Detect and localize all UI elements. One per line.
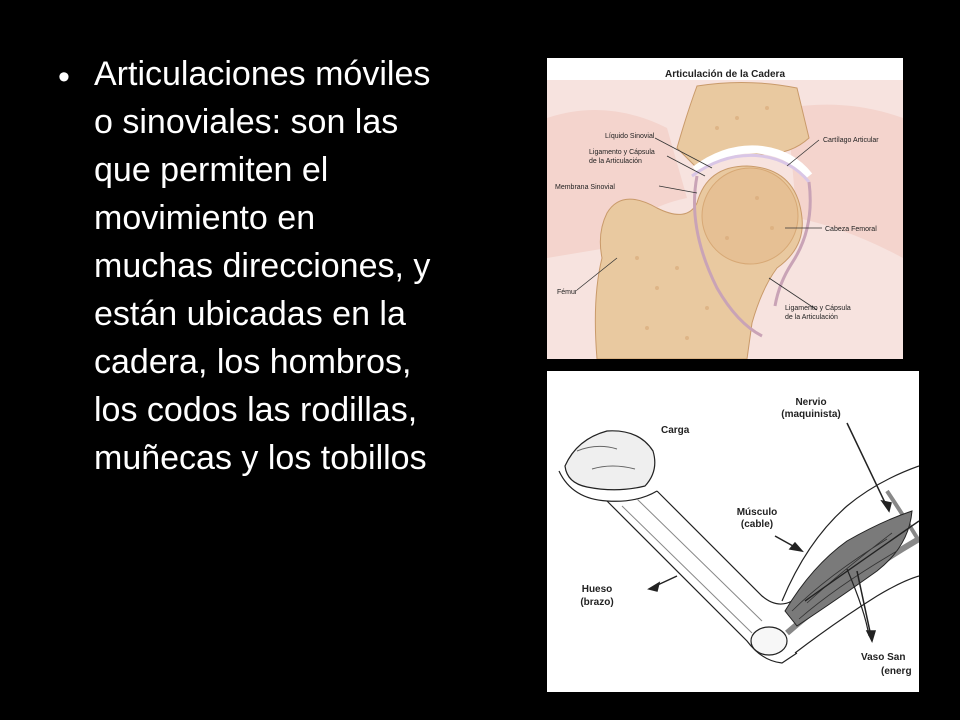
label-vaso-sanguineo: Vaso San [861, 652, 906, 663]
label-cabeza-femoral: Cabeza Femoral [825, 226, 877, 233]
label-femur: Fémur [557, 289, 578, 296]
load-object [565, 431, 655, 490]
label-ligamento-bottom-2: de la Articulación [785, 314, 838, 321]
label-musculo: Músculo [736, 507, 778, 518]
arm-illustration [547, 371, 919, 692]
label-brazo: (brazo) [580, 597, 614, 608]
label-ligamento-top-2: de la Articulación [589, 158, 642, 165]
biceps-muscle [785, 511, 912, 626]
hip-title: Articulación de la Cadera [664, 69, 786, 80]
label-energia: (energ [881, 666, 912, 677]
hip-joint-diagram [547, 58, 903, 359]
label-nervio: Nervio [795, 397, 827, 408]
hip-joint-illustration [547, 58, 903, 359]
femoral-head [702, 168, 798, 264]
elbow-joint [751, 627, 787, 655]
arm-muscle-diagram [547, 371, 919, 692]
label-membrana-sinovial: Membrana Sinovial [555, 184, 615, 191]
label-ligamento-bottom-1: Ligamento y Cápsula [785, 305, 851, 312]
label-ligamento-top-1: Ligamento y Cápsula [589, 149, 655, 156]
bullet-point-icon: • [58, 58, 70, 96]
label-hueso: Hueso [581, 584, 613, 595]
label-cable: (cable) [740, 519, 774, 530]
label-carga: Carga [661, 425, 690, 436]
bullet-text: Articulaciones móviles o sinoviales: son las que permiten el movimiento en muchas direcciones, y están ubicadas en la cadera, los hombros, los codos las rodillas, muñecas y los tobillos [94, 55, 431, 477]
pointer-arrows [649, 423, 891, 641]
label-cartilago-articular: Cartílago Articular [823, 137, 879, 144]
label-liquido-sinovial: Líquido Sinovial [605, 133, 655, 140]
label-maquinista: (maquinista) [781, 409, 841, 420]
